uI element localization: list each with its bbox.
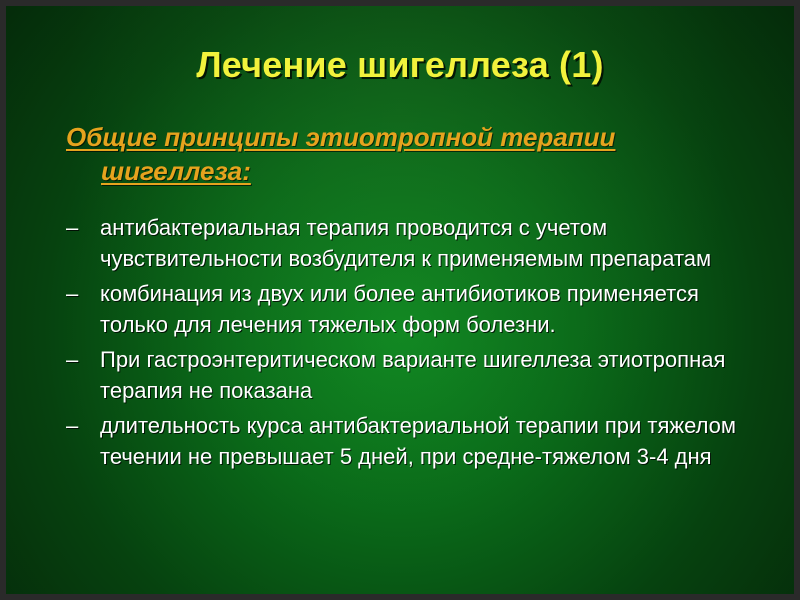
bullet-text: комбинация из двух или более антибиотиков применяется только для лечения тяжелых форм болезни.	[100, 281, 699, 337]
bullet-item	[66, 344, 744, 406]
bullet-item	[66, 212, 744, 274]
slide-title: Лечение шигеллеза (1)	[196, 44, 604, 85]
slide-subtitle	[66, 120, 754, 188]
bullet-list	[66, 212, 744, 476]
bullet-item	[66, 410, 744, 472]
bullet-text: длительность курса антибактериальной терапии при тяжелом течении не превышает 5 дней, при средне-тяжелом 3-4 дня	[100, 413, 737, 469]
bullet-text: При гастроэнтеритическом варианте шигеллеза этиотропная терапия не показана	[100, 347, 726, 403]
bullet-dash: –	[66, 281, 79, 306]
bullet-item	[66, 278, 744, 340]
subtitle-line-1: Общие принципы этиотропной терапии	[66, 122, 616, 152]
bullet-text: антибактериальная терапия проводится с учетом чувствительности возбудителя к применяемым препаратам	[100, 215, 712, 271]
subtitle-line-2: шигеллеза:	[101, 156, 251, 186]
bullet-dash: –	[66, 215, 79, 240]
bullet-dash: –	[66, 413, 79, 438]
bullet-dash: –	[66, 347, 79, 372]
